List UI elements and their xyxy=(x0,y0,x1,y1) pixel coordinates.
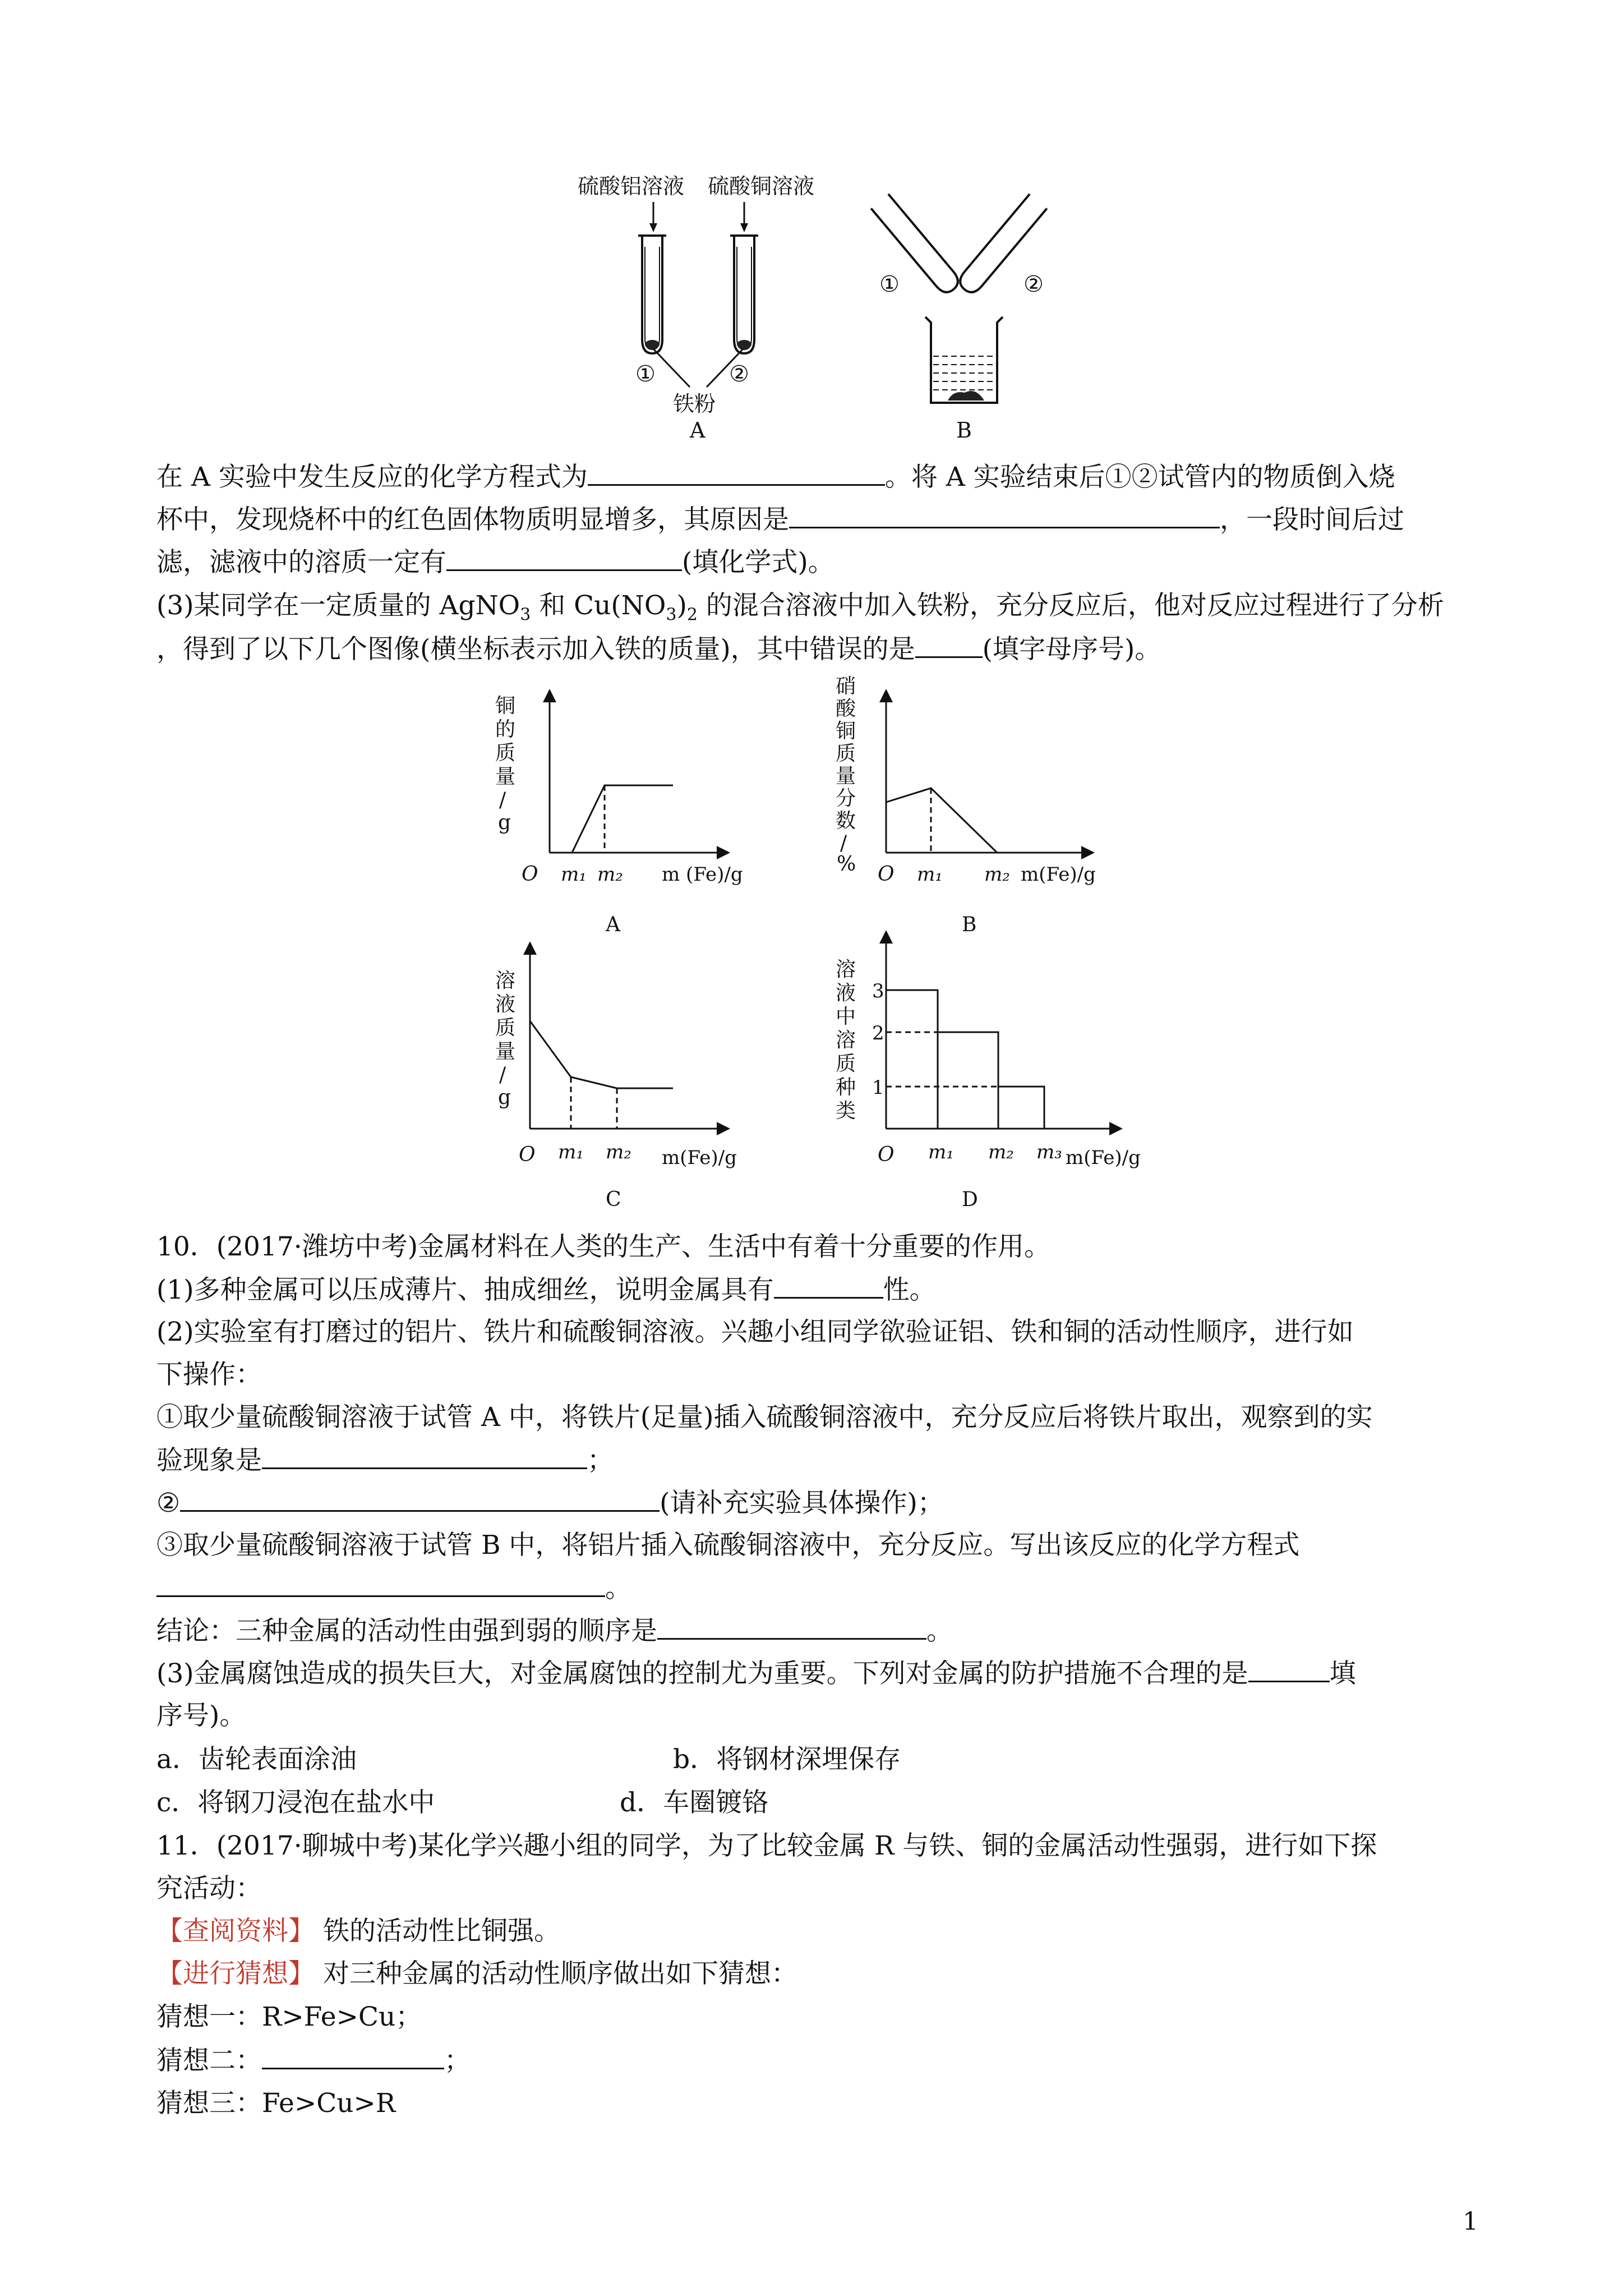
graph-c-m2: m₂ xyxy=(606,1141,631,1163)
graph-a-origin: O xyxy=(522,863,538,886)
tube1-label: 硫酸铝溶液 xyxy=(578,174,685,199)
q11-line-2: 究活动： xyxy=(156,1873,262,1904)
answer-blank[interactable] xyxy=(1248,1655,1330,1682)
page-number: 1 xyxy=(1463,2207,1478,2236)
text-line-1: 在 A 实验中发生反应的化学方程式为 。将 A 实验结束后①②试管内的物质倒入烧 xyxy=(156,458,1395,496)
tube-b1-number: ① xyxy=(879,272,900,297)
answer-blank[interactable] xyxy=(180,1484,660,1512)
graph-b-m1: m₁ xyxy=(917,863,943,886)
graph-c xyxy=(495,948,737,1211)
graph-c-ylabel: 溶 液 质 量 / g xyxy=(495,969,516,1109)
answer-blank[interactable] xyxy=(789,501,1220,528)
answer-blank[interactable] xyxy=(446,544,682,571)
section-tag: 【进行猜想】 xyxy=(156,1958,315,1989)
q10-line-12: 序号)。 xyxy=(156,1700,246,1731)
tube2-number: ② xyxy=(729,361,749,387)
graphs-figure xyxy=(0,673,1623,1212)
q10-line-10: 结论：三种金属的活动性由强到弱的顺序是 。 xyxy=(156,1612,953,1650)
q10-option-d xyxy=(620,1784,768,1821)
graph-d-step-3 xyxy=(886,990,938,1129)
graph-b-xlabel: m(Fe)/g xyxy=(1021,863,1096,886)
q10-line-7: ② (请补充实验具体操作)； xyxy=(156,1484,944,1522)
graph-b-ylabel: 硝 酸 铜 质 量 分 数 / % xyxy=(836,675,856,876)
q10-options-ab xyxy=(156,1741,357,1778)
graph-d-y3: 3 xyxy=(872,980,884,1002)
graph-d-xlabel: m(Fe)/g xyxy=(1066,1147,1141,1169)
experiment-figure xyxy=(0,0,1623,460)
guess-3: 猜想三：Fe>Cu>R xyxy=(156,2088,396,2119)
q10-line-11: (3)金属腐蚀造成的损失巨大，对金属腐蚀的控制尤为重要。下列对金属的防护措施不合理的是 填 xyxy=(156,1655,1356,1692)
answer-blank[interactable] xyxy=(588,458,885,486)
q10-line-1: 10．(2017·潍坊中考)金属材料在人类的生产、生活中有着十分重要的作用。 xyxy=(156,1231,1051,1262)
graph-d-m2: m₂ xyxy=(988,1141,1014,1163)
graph-d-ylabel: 溶 液 中 溶 质 种 类 xyxy=(836,958,856,1122)
option-d: d．车圈镀铬 xyxy=(620,1787,769,1818)
graph-b-origin: O xyxy=(878,863,895,886)
graph-d-origin: O xyxy=(878,1143,895,1166)
answer-blank[interactable] xyxy=(262,1442,587,1469)
option-a: a．齿轮表面涂油 xyxy=(156,1744,357,1775)
q10-line-4: 下操作： xyxy=(156,1359,262,1390)
option-b: b．将钢材深埋保存 xyxy=(673,1744,901,1775)
powder-label: 铁粉 xyxy=(673,392,716,416)
graph-a-label: A xyxy=(606,913,620,936)
graph-a-m1: m₁ xyxy=(561,863,587,886)
tube-b2-number: ② xyxy=(1023,272,1044,297)
graph-d-label: D xyxy=(962,1188,978,1211)
option-c: c．将钢刀浸泡在盐水中 xyxy=(156,1787,435,1818)
figure-label-b: B xyxy=(956,418,972,443)
graph-a-ylabel: 铜 的 质 量 / g xyxy=(495,694,516,834)
answer-blank[interactable] xyxy=(915,631,983,658)
q10-option-b xyxy=(673,1741,901,1778)
tube2-label: 硫酸铜溶液 xyxy=(708,174,815,199)
q10-line-6: 验现象是 ； xyxy=(156,1442,614,1479)
graph-d-y1: 1 xyxy=(872,1076,884,1099)
graph-b-m2: m₂ xyxy=(984,863,1010,886)
graph-c-line xyxy=(530,1021,673,1088)
text-line-5: ，得到了以下几个图像(横坐标表示加入铁的质量)，其中错误的是 (填字母序号)。 xyxy=(156,631,1161,668)
figure-label-a: A xyxy=(690,418,706,443)
graph-a xyxy=(495,694,743,936)
answer-blank[interactable] xyxy=(774,1271,883,1299)
section-tag: 【查阅资料】 xyxy=(156,1916,315,1947)
graph-a-m2: m₂ xyxy=(597,863,623,886)
q11-line-4: 【进行猜想】 对三种金属的活动性顺序做出如下猜想： xyxy=(156,1958,797,1989)
graph-c-origin: O xyxy=(519,1143,536,1166)
graph-a-line xyxy=(550,785,673,853)
text-line-3: 滤，滤液中的溶质一定有 (填化学式)。 xyxy=(156,544,834,581)
graph-d-m3: m₃ xyxy=(1036,1141,1062,1163)
graph-d-m1: m₁ xyxy=(928,1141,954,1163)
graph-a-xlabel: m (Fe)/g xyxy=(662,863,743,886)
guess-1: 猜想一：R>Fe>Cu； xyxy=(156,2001,422,2032)
graph-b xyxy=(836,675,1096,936)
q10-options-c xyxy=(156,1784,435,1821)
graph-d-step-2 xyxy=(938,1032,998,1129)
q11-line-3: 【查阅资料】 铁的活动性比铜强。 xyxy=(156,1916,560,1947)
tube1-number: ① xyxy=(635,361,656,387)
guess-2: 猜想二： ； xyxy=(156,2042,471,2079)
text-line-2: 杯中，发现烧杯中的红色固体物质明显增多，其原因是 ，一段时间后过 xyxy=(156,501,1404,539)
q10-line-3: (2)实验室有打磨过的铝片、铁片和硫酸铜溶液。兴趣小组同学欲验证铝、铁和铜的活动性顺序，进行如 xyxy=(156,1317,1354,1347)
answer-blank[interactable] xyxy=(156,1570,605,1597)
q10-line-8: ③取少量硫酸铜溶液于试管 B 中，将铝片插入硫酸铜溶液中，充分反应。写出该反应的化学方程式 xyxy=(156,1530,1300,1561)
q11-line-1: 11．(2017·聊城中考)某化学兴趣小组的同学，为了比较金属 R 与铁、铜的金属活动性强弱，进行如下探 xyxy=(156,1830,1377,1861)
q10-line-5: ①取少量硫酸铜溶液于试管 A 中，将铁片(足量)插入硫酸铜溶液中，充分反应后将铁片取出，观察到的实 xyxy=(156,1402,1373,1433)
graph-c-xlabel: m(Fe)/g xyxy=(662,1147,737,1169)
answer-blank[interactable] xyxy=(262,2042,444,2069)
graph-c-m1: m₁ xyxy=(558,1141,584,1163)
graph-d xyxy=(836,937,1141,1211)
graph-b-label: B xyxy=(962,913,977,936)
graph-d-y2: 2 xyxy=(872,1022,884,1045)
graph-b-line xyxy=(886,788,997,853)
graph-c-label: C xyxy=(606,1188,621,1211)
q10-line-9: 。 xyxy=(156,1570,631,1607)
q10-line-2: (1)多种金属可以压成薄片、抽成细丝，说明金属具有 性。 xyxy=(156,1271,936,1309)
graph-d-step-1 xyxy=(998,1087,1044,1129)
text-line-4: (3)某同学在一定质量的 AgNO$_3$ 和 $Cu(NO_3)_2$ 的混合溶液中加入铁粉，充分反应后，他对反应过程进行了分析 xyxy=(156,590,1444,625)
answer-blank[interactable] xyxy=(657,1612,926,1640)
